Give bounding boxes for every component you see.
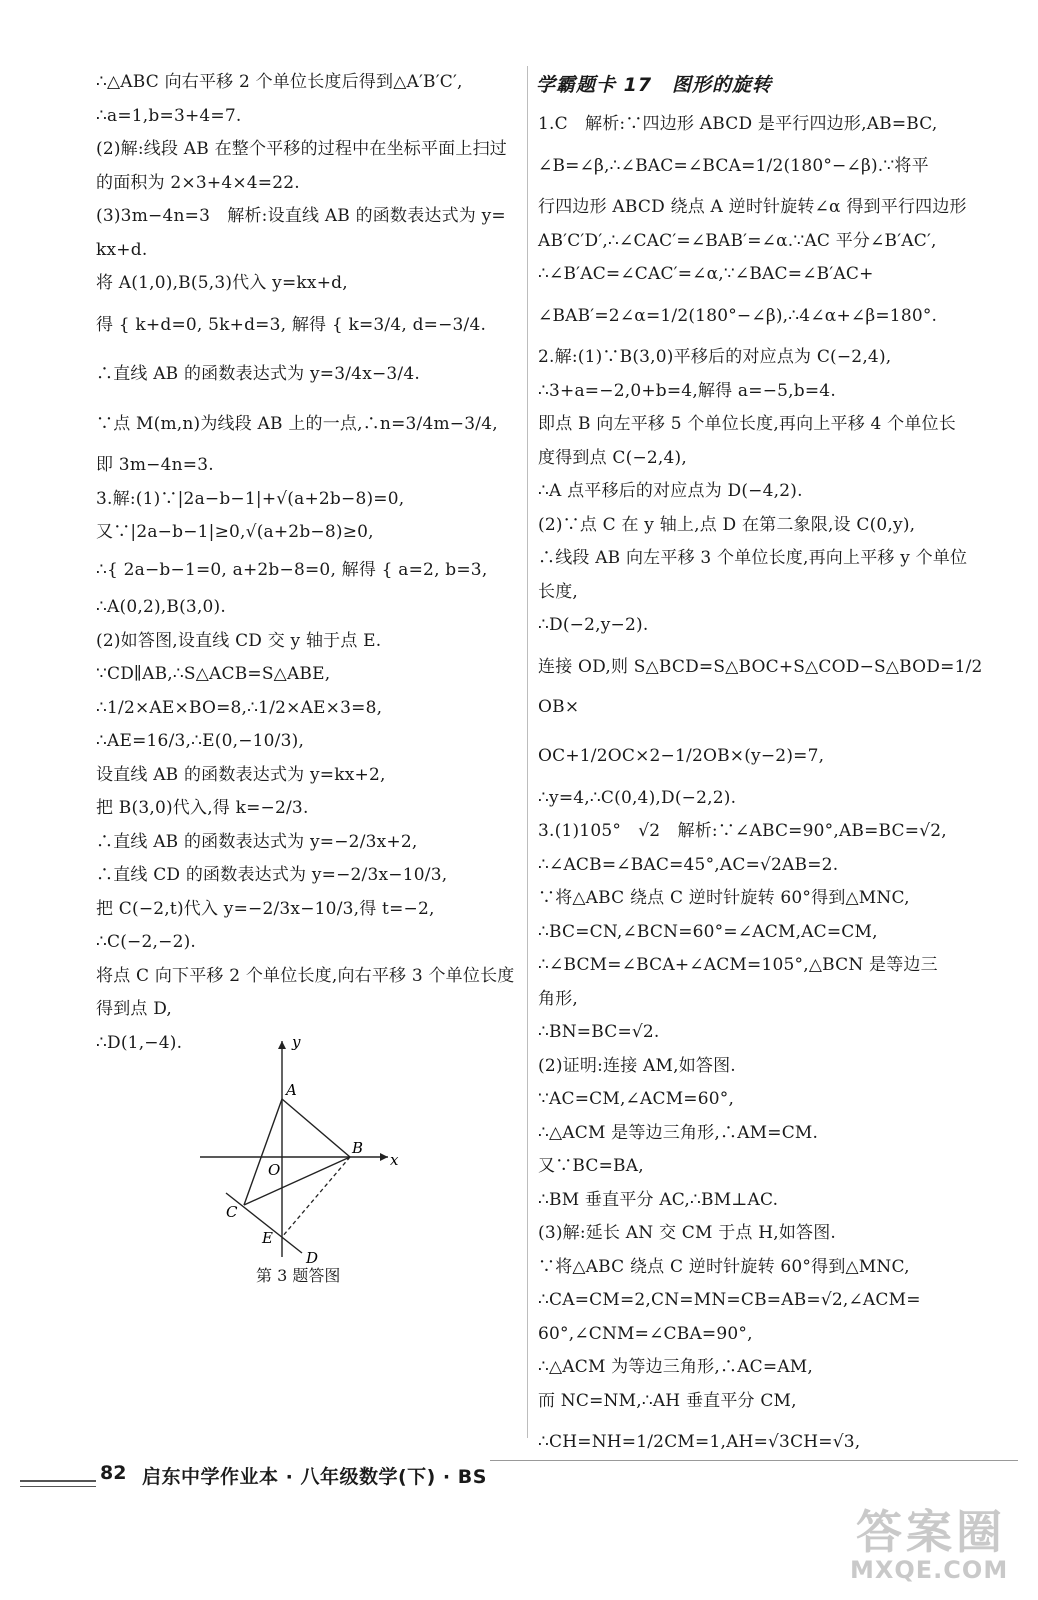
footer-rule (20, 1480, 96, 1482)
text-line: ∴∠ACB=∠BAC=45°,AC=√2AB=2. (538, 854, 839, 875)
text-line: 又∵|2a−b−1|≥0,√(a+2b−8)≥0, (96, 522, 374, 542)
label-d: D (306, 1248, 319, 1267)
text-line: AB′C′D′,∴∠CAC′=∠BAB′=∠α.∵AC 平分∠B′AC′, (538, 230, 937, 251)
left-column (96, 70, 526, 1289)
text-line: 将点 C 向下平移 2 个单位长度,向右平移 3 个单位长度 (96, 965, 515, 986)
text-line: 行四边形 ABCD 绕点 A 逆时针旋转∠α 得到平行四边形 (538, 197, 967, 217)
text-line: (3)3m−4n=3 解析:设直线 AB 的函数表达式为 y= (96, 206, 506, 226)
text-line: 60°,∠CNM=∠CBA=90°, (538, 1323, 753, 1344)
text-line: ∠BAB′=2∠α=1/2(180°−∠β),∴4∠α+∠β=180°. (538, 305, 938, 326)
text-line: ∴D(−2,y−2). (538, 615, 649, 635)
text-line: (2)证明:连接 AM,如答图. (538, 1055, 736, 1076)
equation-system: ∴{ 2a−b−1=0, a+2b−8=0, 解得 { a=2, b=3, (96, 559, 488, 580)
label-y: y (292, 1032, 301, 1051)
text-line: 得到点 D, (96, 999, 173, 1019)
text-line: 将 A(1,0),B(5,3)代入 y=kx+d, (96, 273, 348, 293)
text-line: 1.C 解析:∵四边形 ABCD 是平行四边形,AB=BC, (538, 114, 938, 134)
column-divider (527, 66, 528, 1438)
label-b: B (352, 1138, 364, 1157)
text-line: 的面积为 2×3+4×4=22. (96, 172, 300, 193)
text-line: ∴BN=BC=√2. (538, 1022, 660, 1042)
label-x: x (390, 1150, 399, 1169)
label-o: O (268, 1160, 281, 1179)
answer-figure (96, 1031, 526, 1289)
section-title: 学霸题卡 17 图形的旋转 (536, 74, 773, 96)
text-line: 连接 OD,则 S△BCD=S△BOC+S△COD−S△BOD=1/2OB× (538, 656, 983, 717)
segment-ab (282, 1099, 350, 1157)
text-line: 把 C(−2,t)代入 y=−2/3x−10/3,得 t=−2, (96, 898, 435, 919)
text-line: (2)解:线段 AB 在整个平移的过程中在坐标平面上扫过 (96, 139, 507, 159)
text-line: ∵将△ABC 绕点 C 逆时针旋转 60°得到△MNC, (538, 1256, 910, 1277)
text-line: ∴BC=CN,∠BCN=60°=∠ACM,AC=CM, (538, 921, 878, 942)
text-line: ∴y=4,∴C(0,4),D(−2,2). (538, 787, 737, 808)
text-line: ∴线段 AB 向左平移 3 个单位长度,再向上平移 y 个单位 (538, 548, 968, 568)
text-line: ∴3+a=−2,0+b=4,解得 a=−5,b=4. (538, 380, 836, 401)
text-line: ∴D(1,−4). (96, 1032, 183, 1053)
book-title: 启东中学作业本 · 八年级数学(下) · BS (142, 1466, 487, 1488)
watermark-logo (846, 1496, 1026, 1592)
text-line: ∴C(−2,−2). (96, 932, 197, 952)
text-line: 设直线 AB 的函数表达式为 y=kx+2, (96, 764, 386, 785)
text-line: ∴CH=NH=1/2CM=1,AH=√3CH=√3, (538, 1432, 861, 1452)
segment-cb (244, 1157, 350, 1205)
page-number: 82 (100, 1462, 127, 1484)
text-line: 又∵BC=BA, (538, 1156, 644, 1176)
right-column (538, 70, 988, 1472)
text-line: ∴A 点平移后的对应点为 D(−4,2). (538, 481, 803, 501)
text-line: kx+d. (96, 239, 148, 260)
figure-caption: 第 3 题答图 (256, 1265, 341, 1285)
text-line: ∴AE=16/3,∴E(0,−10/3), (96, 731, 305, 751)
watermark-url: MXQE.COM (850, 1556, 1009, 1584)
text-line: 3.解:(1)∵|2a−b−1|+√(a+2b−8)=0, (96, 488, 405, 509)
equation-system: 得 { k+d=0, 5k+d=3, 解得 { k=3/4, d=−3/4. (96, 314, 487, 335)
y-axis-arrow (278, 1041, 286, 1049)
text-line: 角形, (538, 988, 579, 1009)
text-line: ∴直线 AB 的函数表达式为 y=3/4x−3/4. (96, 364, 420, 384)
text-line: OC+1/2OC×2−1/2OB×(y−2)=7, (538, 746, 825, 766)
text-line: ∴1/2×AE×BO=8,∴1/2×AE×3=8, (96, 697, 383, 718)
footer-rule (490, 1460, 1018, 1461)
text-line: ∴∠B′AC=∠CAC′=∠α,∵∠BAC=∠B′AC+ (538, 264, 874, 284)
text-line: ∴A(0,2),B(3,0). (96, 597, 226, 617)
text-line: ∴∠BCM=∠BCA+∠ACM=105°,△BCN 是等边三 (538, 955, 938, 975)
text-line: ∴直线 AB 的函数表达式为 y=−2/3x+2, (96, 831, 418, 852)
text-line: (3)解:延长 AN 交 CM 于点 H,如答图. (538, 1223, 837, 1243)
label-a: A (286, 1080, 297, 1099)
page-footer (20, 1456, 1020, 1496)
text-line: 2.解:(1)∵B(3,0)平移后的对应点为 C(−2,4), (538, 347, 892, 367)
segment-ac (244, 1099, 282, 1205)
text-line: ∴△ACM 是等边三角形,∴AM=CM. (538, 1122, 819, 1143)
text-line: 而 NC=NM,∴AH 垂直平分 CM, (538, 1390, 797, 1411)
coordinate-diagram (96, 1031, 526, 1289)
text-line: ∠B=∠β,∴∠BAC=∠BCA=1/2(180°−∠β).∵将平 (538, 155, 929, 176)
text-line: 长度, (538, 581, 579, 602)
dashed-segment-be (282, 1157, 350, 1237)
text-line: 即 3m−4n=3. (96, 455, 214, 475)
label-e: E (262, 1228, 273, 1247)
watermark-text: 答案圈 (856, 1505, 1006, 1559)
x-axis-arrow (380, 1153, 388, 1161)
text-line: 即点 B 向左平移 5 个单位长度,再向上平移 4 个单位长 (538, 414, 956, 434)
text-line: ∵CD∥AB,∴S△ACB=S△ABE, (96, 664, 331, 684)
text-line: (2)∵点 C 在 y 轴上,点 D 在第二象限,设 C(0,y), (538, 514, 916, 535)
text-line: 3.(1)105° √2 解析:∵∠ABC=90°,AB=BC=√2, (538, 821, 947, 841)
text-line: ∴直线 CD 的函数表达式为 y=−2/3x−10/3, (96, 865, 448, 885)
text-line: (2)如答图,设直线 CD 交 y 轴于点 E. (96, 630, 382, 651)
text-line: ∵AC=CM,∠ACM=60°, (538, 1089, 735, 1109)
text-line: ∴a=1,b=3+4=7. (96, 105, 242, 126)
footer-rule (20, 1486, 96, 1487)
label-c: C (226, 1202, 238, 1221)
text-line: ∴CA=CM=2,CN=MN=CB=AB=√2,∠ACM= (538, 1290, 921, 1310)
text-line: ∵点 M(m,n)为线段 AB 上的一点,∴n=3/4m−3/4, (96, 413, 498, 434)
text-line: ∴BM 垂直平分 AC,∴BM⊥AC. (538, 1189, 779, 1210)
text-line: 度得到点 C(−2,4), (538, 447, 687, 468)
text-line: ∴△ABC 向右平移 2 个单位长度后得到△A′B′C′, (96, 72, 463, 92)
text-line: 把 B(3,0)代入,得 k=−2/3. (96, 798, 309, 818)
text-line: ∴△ACM 为等边三角形,∴AC=AM, (538, 1357, 814, 1377)
text-line: ∵将△ABC 绕点 C 逆时针旋转 60°得到△MNC, (538, 888, 910, 908)
